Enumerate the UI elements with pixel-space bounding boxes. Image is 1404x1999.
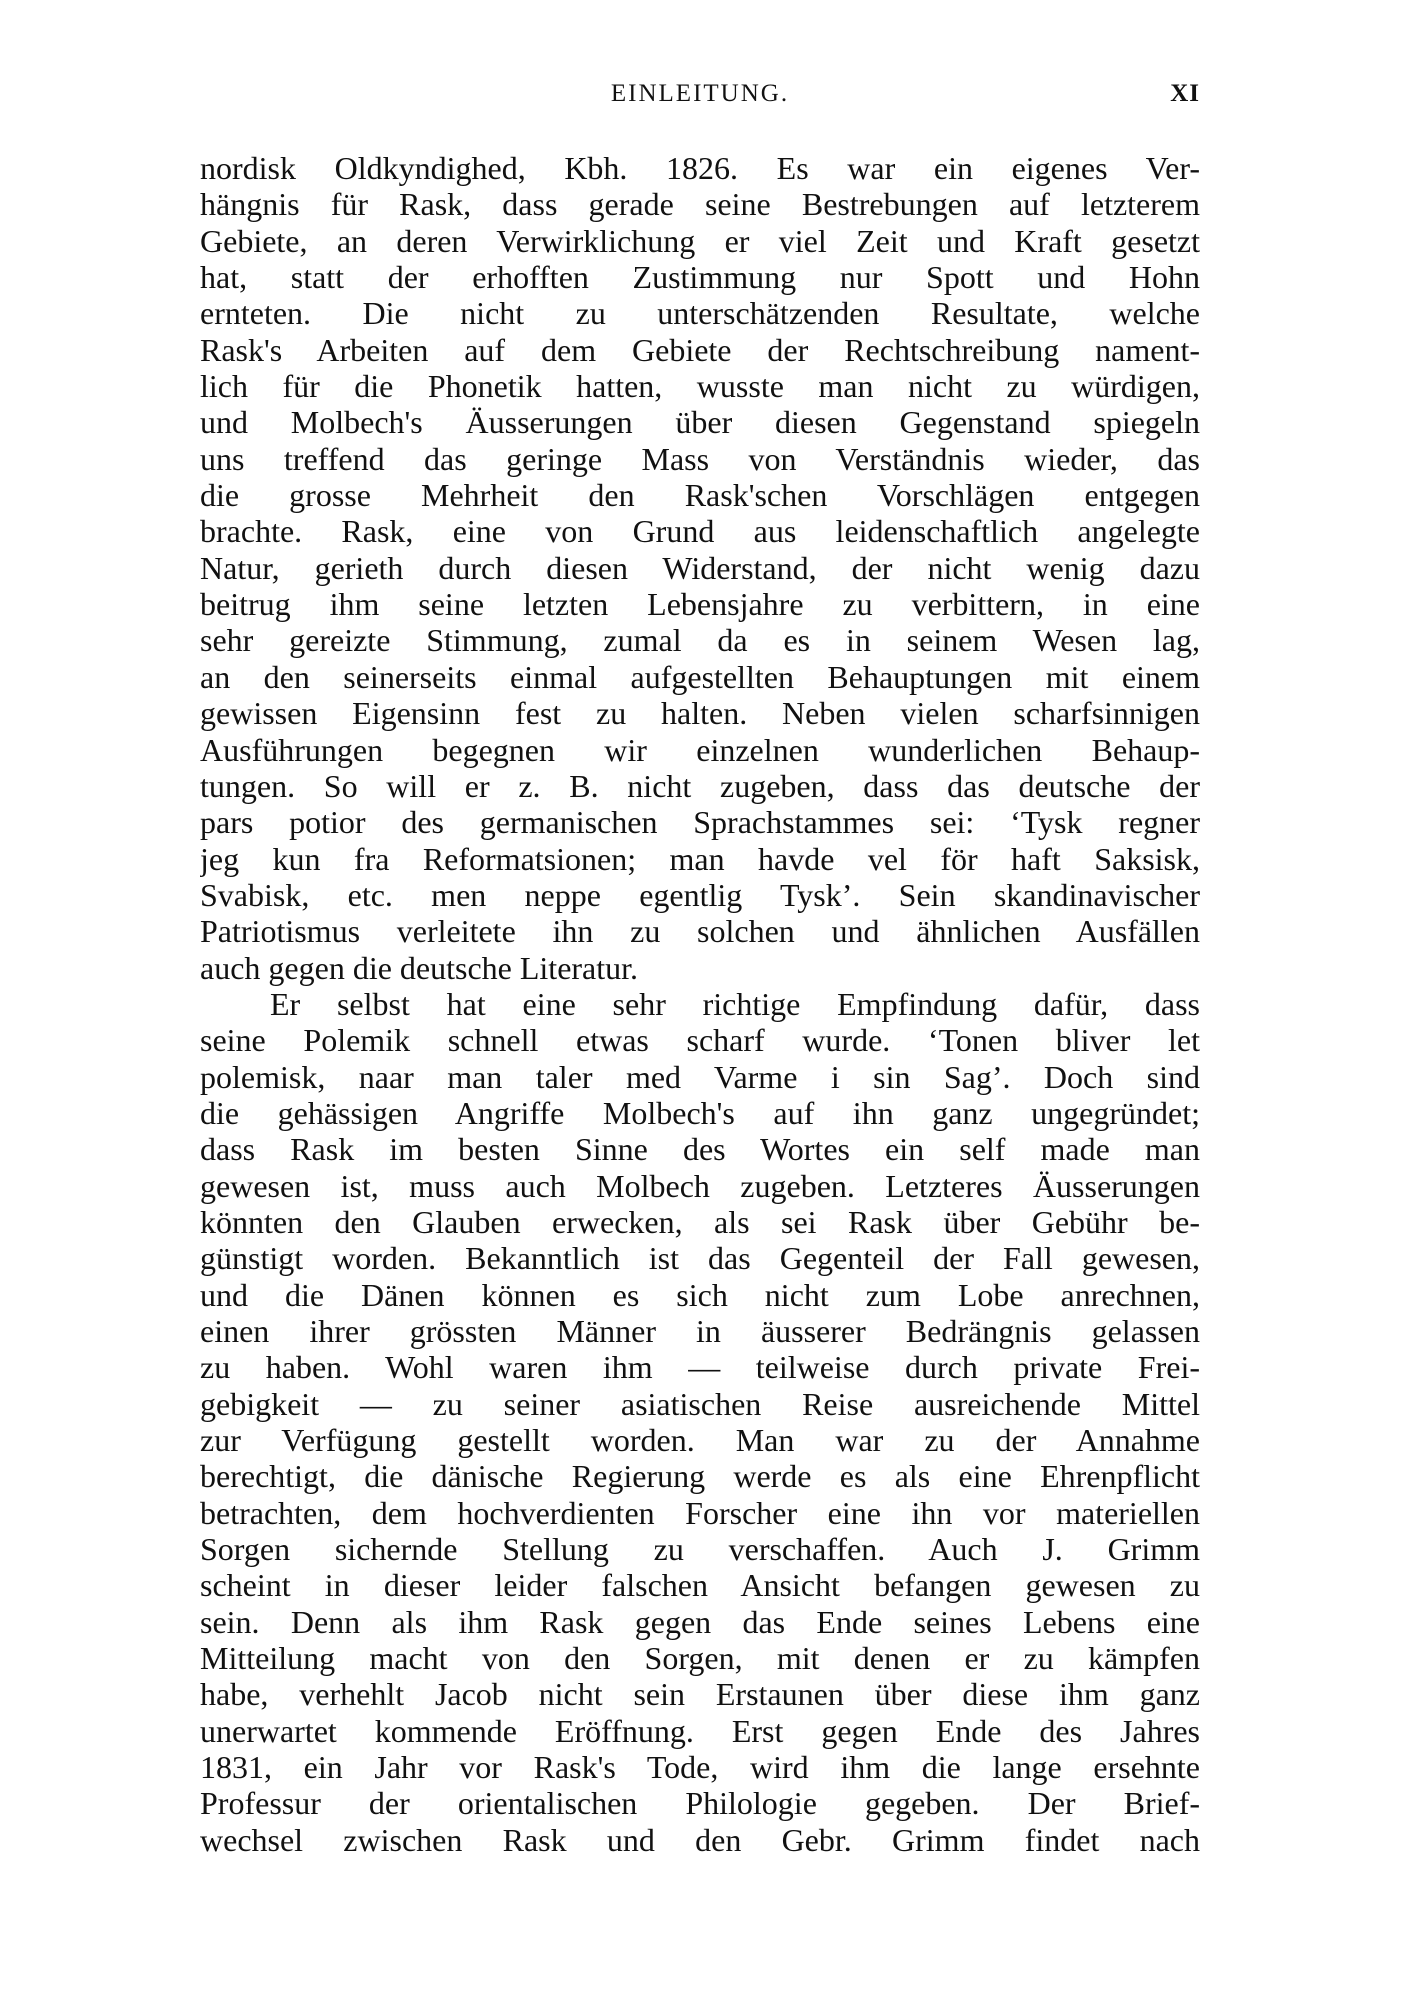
text-line: hängnis für Rask, dass gerade seine Bestrebungen auf letzterem — [200, 186, 1200, 223]
text-line: dass Rask im besten Sinne des Wortes ein self made man — [200, 1131, 1200, 1168]
text-line: Rask's Arbeiten auf dem Gebiete der Rechtschreibung nament- — [200, 331, 1200, 368]
text-line: polemisk, naar man taler med Varme i sin Sag’. Doch sind — [200, 1058, 1200, 1095]
text-line: pars potior des germanischen Sprachstammes sei: ‘Tysk regner — [200, 804, 1200, 841]
text-line: jeg kun fra Reformatsionen; man havde vel för haft Saksisk, — [200, 840, 1200, 877]
text-line: brachte. Rask, eine von Grund aus leidenschaftlich angelegte — [200, 513, 1200, 550]
text-line: hat, statt der erhofften Zustimmung nur Spott und Hohn — [200, 259, 1200, 296]
text-line: Gebiete, an deren Verwirklichung er viel Zeit und Kraft gesetzt — [200, 222, 1200, 259]
text-line: an den seinerseits einmal aufgestellten Behauptungen mit einem — [200, 658, 1200, 695]
text-line: Natur, gerieth durch diesen Widerstand, der nicht wenig dazu — [200, 549, 1200, 586]
text-line: zu haben. Wohl waren ihm — teilweise durch private Frei- — [200, 1349, 1200, 1386]
text-line: Patriotismus verleitete ihn zu solchen und ähnlichen Ausfällen — [200, 913, 1200, 950]
text-line: unerwartet kommende Eröffnung. Erst gegen Ende des Jahres — [200, 1712, 1200, 1749]
text-line: gewissen Eigensinn fest zu halten. Neben vielen scharfsinnigen — [200, 695, 1200, 732]
text-line: zur Verfügung gestellt worden. Man war zu der Annahme — [200, 1422, 1200, 1459]
text-line: lich für die Phonetik hatten, wusste man nicht zu würdigen, — [200, 368, 1200, 405]
text-line: Svabisk, etc. men neppe egentlig Tysk’. Sein skandinavischer — [200, 876, 1200, 913]
book-page — [200, 0, 1200, 1999]
text-line: beitrug ihm seine letzten Lebensjahre zu verbittern, in eine — [200, 586, 1200, 623]
text-line: günstigt worden. Bekanntlich ist das Gegenteil der Fall gewesen, — [200, 1240, 1200, 1277]
text-line: habe, verhehlt Jacob nicht sein Erstaunen über diese ihm ganz — [200, 1676, 1200, 1713]
text-line: ernteten. Die nicht zu unterschätzenden Resultate, welche — [200, 295, 1200, 332]
text-line: gebigkeit — zu seiner asiatischen Reise ausreichende Mittel — [200, 1385, 1200, 1422]
text-line: und die Dänen können es sich nicht zum Lobe anrechnen, — [200, 1276, 1200, 1313]
page-number: XI — [1170, 80, 1200, 107]
text-line: einen ihrer grössten Männer in äusserer Bedrängnis gelassen — [200, 1313, 1200, 1349]
text-line: Mitteilung macht von den Sorgen, mit denen er zu kämpfen — [200, 1640, 1200, 1677]
text-line: scheint in dieser leider falschen Ansicht befangen gewesen zu — [200, 1567, 1200, 1604]
text-line: Professur der orientalischen Philologie gegeben. Der Brief- — [200, 1785, 1200, 1822]
text-line: sein. Denn als ihm Rask gegen das Ende seines Lebens eine — [200, 1603, 1200, 1640]
text-line: gewesen ist, muss auch Molbech zugeben. Letzteres Äusserungen — [200, 1167, 1200, 1204]
text-line: wechsel zwischen Rask und den Gebr. Grimm findet nach — [200, 1821, 1200, 1858]
text-line: uns treffend das geringe Mass von Verständnis wieder, das — [200, 440, 1200, 477]
text-line: betrachten, dem hochverdienten Forscher eine ihn vor materiellen — [200, 1494, 1200, 1531]
running-title: EINLEITUNG. — [610, 80, 790, 107]
text-line: Er selbst hat eine sehr richtige Empfindung dafür, dass — [270, 985, 1200, 1022]
running-head — [200, 74, 1200, 114]
text-line: die gehässigen Angriffe Molbech's auf ihn ganz ungegründet; — [200, 1094, 1200, 1131]
text-line: 1831, ein Jahr vor Rask's Tode, wird ihm die lange ersehnte — [200, 1749, 1200, 1786]
text-line: seine Polemik schnell etwas scharf wurde. ‘Tonen bliver let — [200, 1022, 1200, 1059]
body-text — [200, 150, 1200, 1858]
text-line: könnten den Glauben erwecken, als sei Rask über Gebühr be- — [200, 1203, 1200, 1240]
text-line: auch gegen die deutsche Literatur. — [200, 949, 639, 986]
text-line: berechtigt, die dänische Regierung werde es als eine Ehrenpflicht — [200, 1458, 1200, 1495]
text-line: nordisk Oldkyndighed, Kbh. 1826. Es war ein eigenes Ver- — [200, 150, 1200, 186]
text-line: tungen. So will er z. B. nicht zugeben, dass das deutsche der — [200, 767, 1200, 804]
text-line: sehr gereizte Stimmung, zumal da es in seinem Wesen lag, — [200, 622, 1200, 659]
text-line: Ausführungen begegnen wir einzelnen wunderlichen Behaup- — [200, 731, 1200, 768]
text-line: und Molbech's Äusserungen über diesen Gegenstand spiegeln — [200, 404, 1200, 441]
text-line: Sorgen sichernde Stellung zu verschaffen. Auch J. Grimm — [200, 1531, 1200, 1568]
text-line: die grosse Mehrheit den Rask'schen Vorschlägen entgegen — [200, 477, 1200, 514]
